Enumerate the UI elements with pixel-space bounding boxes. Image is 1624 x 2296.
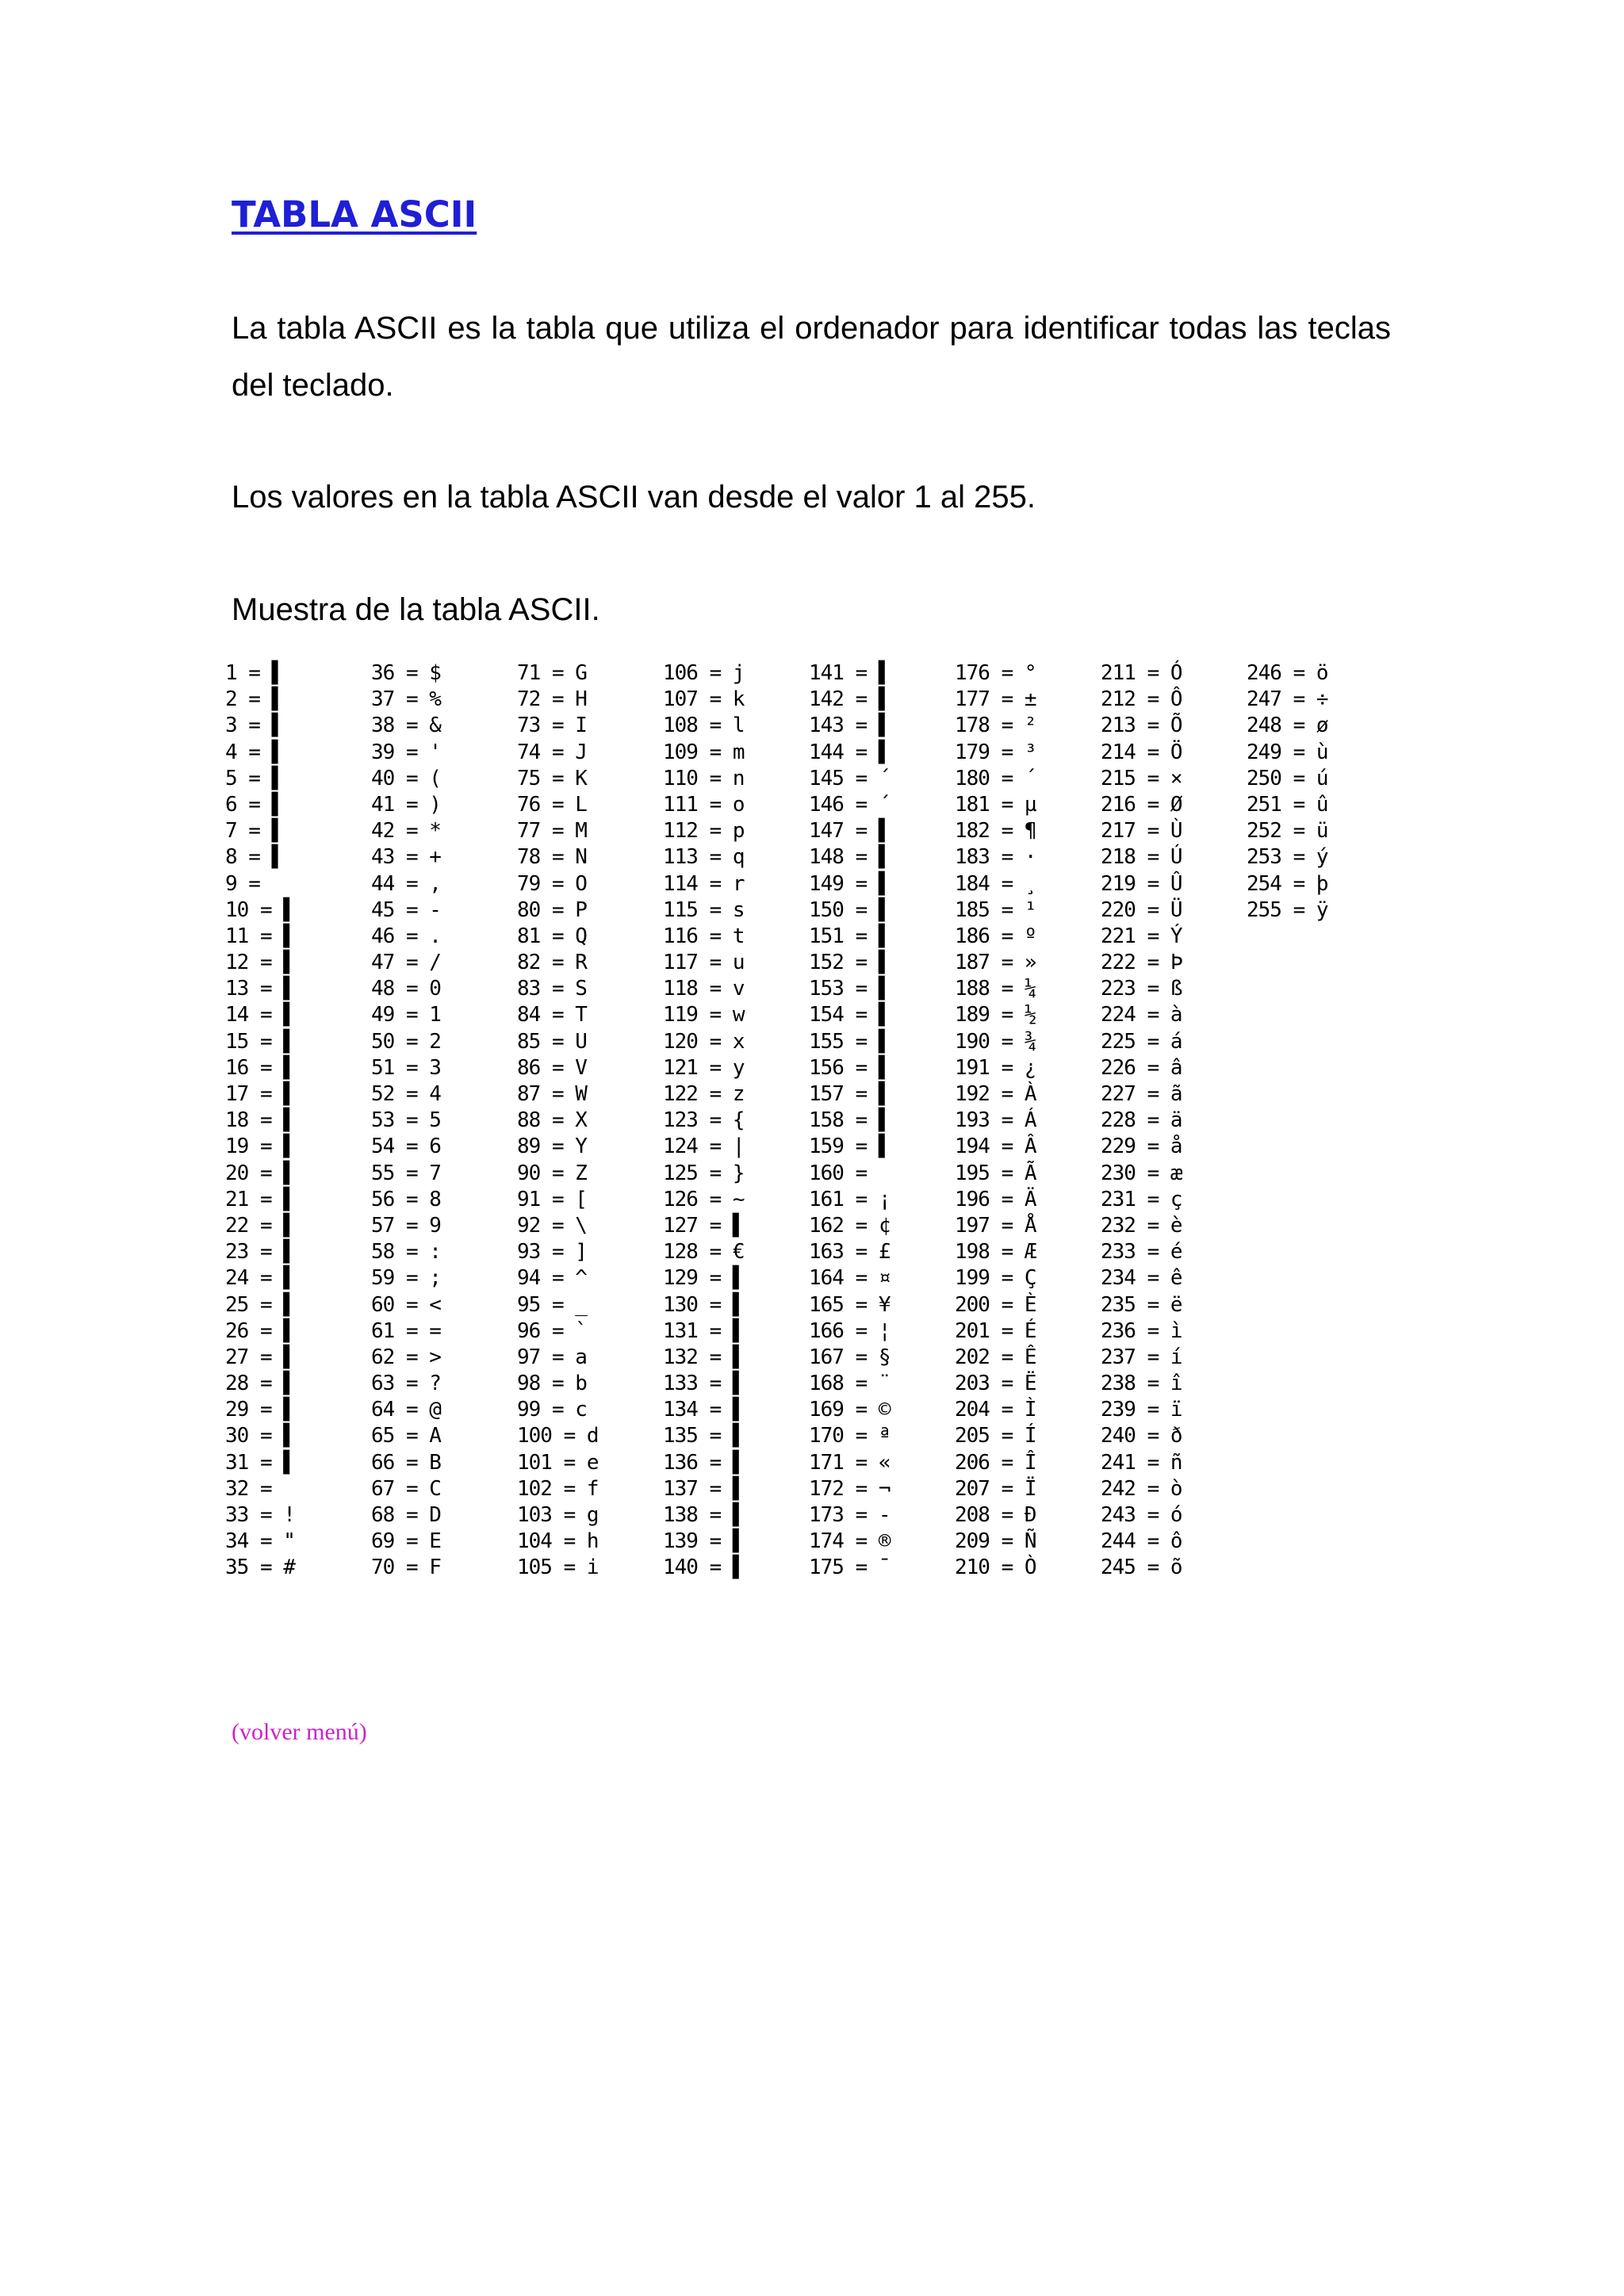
ascii-entry: 172 = ¬	[809, 1476, 891, 1501]
ascii-entry: 74 = J	[517, 740, 587, 764]
ascii-entry: 217 = Ù	[1101, 819, 1182, 844]
ascii-entry: 72 = H	[517, 687, 587, 712]
ascii-entry: 135 = ▌	[663, 1424, 745, 1448]
ascii-entry: 211 = Ó	[1101, 661, 1182, 685]
ascii-entry: 76 = L	[517, 792, 587, 817]
ascii-entry: 102 = f	[517, 1476, 599, 1501]
ascii-entry: 156 = ▌	[809, 1055, 891, 1080]
ascii-entry: 238 = î	[1101, 1372, 1182, 1396]
ascii-entry: 138 = ▌	[663, 1503, 745, 1527]
ascii-entry: 226 = â	[1101, 1055, 1182, 1080]
ascii-entry: 110 = n	[663, 766, 745, 790]
ascii-entry: 84 = T	[517, 1003, 587, 1027]
ascii-entry: 243 = ó	[1101, 1503, 1182, 1527]
ascii-entry: 146 = ´	[809, 792, 891, 817]
ascii-entry: 15 = ▌	[225, 1029, 295, 1054]
ascii-entry: 123 = {	[663, 1108, 745, 1133]
ascii-entry: 225 = á	[1101, 1029, 1182, 1054]
ascii-entry: 207 = Ï	[955, 1476, 1036, 1501]
ascii-entry: 2 = ▌	[225, 687, 284, 712]
ascii-entry: 216 = Ø	[1101, 792, 1182, 817]
ascii-entry: 215 = ×	[1101, 766, 1182, 790]
ascii-entry: 179 = ³	[955, 740, 1036, 764]
ascii-entry: 178 = ²	[955, 714, 1036, 738]
ascii-entry: 182 = ¶	[955, 819, 1036, 844]
ascii-entry: 220 = Ü	[1101, 897, 1182, 922]
ascii-entry: 90 = Z	[517, 1161, 587, 1185]
ascii-entry: 52 = 4	[371, 1082, 441, 1106]
ascii-entry: 78 = N	[517, 845, 587, 870]
ascii-entry: 175 = ¯	[809, 1556, 891, 1580]
ascii-entry: 245 = õ	[1101, 1556, 1182, 1580]
ascii-entry: 169 = ©	[809, 1398, 891, 1422]
ascii-entry: 162 = ¢	[809, 1213, 891, 1238]
ascii-column	[1247, 660, 1389, 924]
ascii-entry: 126 = ~	[663, 1187, 745, 1211]
ascii-entry: 61 = =	[371, 1318, 441, 1343]
ascii-entry: 142 = ▌	[809, 687, 891, 712]
ascii-entry: 83 = S	[517, 977, 587, 1001]
ascii-entry: 221 = Ý	[1101, 924, 1182, 948]
ascii-entry: 4 = ▌	[225, 740, 284, 764]
ascii-entry: 214 = Ö	[1101, 740, 1182, 764]
ascii-entry: 88 = X	[517, 1108, 587, 1133]
ascii-entry: 11 = ▌	[225, 924, 295, 948]
ascii-entry: 58 = :	[371, 1240, 441, 1265]
ascii-entry: 231 = ç	[1101, 1187, 1182, 1211]
ascii-entry: 244 = ô	[1101, 1529, 1182, 1554]
ascii-entry: 116 = t	[663, 924, 745, 948]
ascii-entry: 50 = 2	[371, 1029, 441, 1054]
ascii-entry: 205 = Í	[955, 1424, 1036, 1448]
ascii-entry: 92 = \	[517, 1213, 587, 1238]
ascii-entry: 222 = Þ	[1101, 951, 1182, 975]
ascii-entry: 196 = Ä	[955, 1187, 1036, 1211]
ascii-entry: 160 =	[809, 1161, 868, 1185]
ascii-entry: 93 = ]	[517, 1240, 587, 1265]
ascii-entry: 54 = 6	[371, 1135, 441, 1159]
ascii-entry: 101 = e	[517, 1450, 599, 1475]
ascii-entry: 246 = ö	[1247, 661, 1328, 685]
sample-heading: Muestra de la tabla ASCII.	[232, 592, 600, 627]
ascii-entry: 230 = æ	[1101, 1161, 1182, 1185]
ascii-entry: 26 = ▌	[225, 1318, 295, 1343]
ascii-entry: 136 = ▌	[663, 1450, 745, 1475]
intro-paragraph: La tabla ASCII es la tabla que utiliza el ordenador para identificar todas las teclas del teclado.	[232, 311, 1391, 403]
ascii-entry: 127 = ▌	[663, 1213, 745, 1238]
ascii-entry: 115 = s	[663, 897, 745, 922]
ascii-entry: 227 = ã	[1101, 1082, 1182, 1106]
ascii-entry: 99 = c	[517, 1398, 587, 1422]
ascii-entry: 193 = Á	[955, 1108, 1036, 1133]
ascii-entry: 33 = !	[225, 1503, 295, 1527]
ascii-entry: 204 = Ì	[955, 1398, 1036, 1422]
ascii-entry: 79 = O	[517, 871, 587, 896]
ascii-entry: 71 = G	[517, 661, 587, 685]
ascii-entry: 237 = í	[1101, 1345, 1182, 1369]
ascii-entry: 186 = º	[955, 924, 1036, 948]
ascii-entry: 91 = [	[517, 1187, 587, 1211]
ascii-entry: 124 = |	[663, 1135, 745, 1159]
ascii-entry: 163 = £	[809, 1240, 891, 1265]
ascii-entry: 147 = ▌	[809, 819, 891, 844]
ascii-entry: 133 = ▌	[663, 1372, 745, 1396]
ascii-entry: 150 = ▌	[809, 897, 891, 922]
ascii-entry: 30 = ▌	[225, 1424, 295, 1448]
ascii-entry: 201 = É	[955, 1318, 1036, 1343]
ascii-entry: 148 = ▌	[809, 845, 891, 870]
ascii-entry: 252 = ü	[1247, 819, 1328, 844]
ascii-entry: 233 = é	[1101, 1240, 1182, 1265]
ascii-entry: 195 = Ã	[955, 1161, 1036, 1185]
ascii-entry: 8 = ▌	[225, 845, 284, 870]
ascii-entry: 41 = )	[371, 792, 441, 817]
ascii-entry: 59 = ;	[371, 1266, 441, 1291]
ascii-entry: 218 = Ú	[1101, 845, 1182, 870]
ascii-entry: 31 = ▌	[225, 1450, 295, 1475]
ascii-entry: 167 = §	[809, 1345, 891, 1369]
ascii-entry: 89 = Y	[517, 1135, 587, 1159]
ascii-entry: 185 = ¹	[955, 897, 1036, 922]
ascii-entry: 23 = ▌	[225, 1240, 295, 1265]
ascii-entry: 170 = ª	[809, 1424, 891, 1448]
ascii-column	[517, 660, 660, 1582]
ascii-entry: 16 = ▌	[225, 1055, 295, 1080]
ascii-entry: 63 = ?	[371, 1372, 441, 1396]
ascii-entry: 44 = ,	[371, 871, 441, 896]
ascii-entry: 62 = >	[371, 1345, 441, 1369]
ascii-entry: 73 = I	[517, 714, 587, 738]
ascii-entry: 65 = A	[371, 1424, 441, 1448]
ascii-entry: 55 = 7	[371, 1161, 441, 1185]
ascii-entry: 125 = }	[663, 1161, 745, 1185]
ascii-entry: 235 = ë	[1101, 1292, 1182, 1317]
ascii-entry: 130 = ▌	[663, 1292, 745, 1317]
ascii-entry: 86 = V	[517, 1055, 587, 1080]
ascii-entry: 164 = ¤	[809, 1266, 891, 1291]
ascii-entry: 10 = ▌	[225, 897, 295, 922]
ascii-entry: 200 = È	[955, 1292, 1036, 1317]
ascii-entry: 82 = R	[517, 951, 587, 975]
ascii-entry: 165 = ¥	[809, 1292, 891, 1317]
ascii-entry: 98 = b	[517, 1372, 587, 1396]
ascii-entry: 131 = ▌	[663, 1318, 745, 1343]
ascii-entry: 39 = '	[371, 740, 441, 764]
ascii-entry: 103 = g	[517, 1503, 599, 1527]
ascii-entry: 48 = 0	[371, 977, 441, 1001]
ascii-entry: 29 = ▌	[225, 1398, 295, 1422]
ascii-entry: 143 = ▌	[809, 714, 891, 738]
ascii-entry: 69 = E	[371, 1529, 441, 1554]
ascii-entry: 241 = ñ	[1101, 1450, 1182, 1475]
ascii-column	[809, 660, 952, 1582]
ascii-entry: 240 = ð	[1101, 1424, 1182, 1448]
ascii-entry: 97 = a	[517, 1345, 587, 1369]
ascii-entry: 184 = ¸	[955, 871, 1036, 896]
ascii-entry: 174 = ®	[809, 1529, 891, 1554]
ascii-entry: 128 = €	[663, 1240, 745, 1265]
ascii-entry: 28 = ▌	[225, 1372, 295, 1396]
ascii-entry: 247 = ÷	[1247, 687, 1328, 712]
ascii-entry: 42 = *	[371, 819, 441, 844]
ascii-entry: 114 = r	[663, 871, 745, 896]
ascii-entry: 122 = z	[663, 1082, 745, 1106]
ascii-entry: 168 = ¨	[809, 1372, 891, 1396]
range-paragraph: Los valores en la tabla ASCII van desde el valor 1 al 255.	[232, 480, 1036, 515]
ascii-entry: 253 = ý	[1247, 845, 1328, 870]
ascii-entry: 45 = -	[371, 897, 441, 922]
ascii-entry: 21 = ▌	[225, 1187, 295, 1211]
ascii-entry: 239 = ï	[1101, 1398, 1182, 1422]
ascii-entry: 151 = ▌	[809, 924, 891, 948]
ascii-entry: 192 = À	[955, 1082, 1036, 1106]
ascii-entry: 17 = ▌	[225, 1082, 295, 1106]
ascii-entry: 121 = y	[663, 1055, 745, 1080]
ascii-entry: 12 = ▌	[225, 951, 295, 975]
ascii-entry: 166 = ¦	[809, 1318, 891, 1343]
ascii-entry: 5 = ▌	[225, 766, 284, 790]
ascii-entry: 37 = %	[371, 687, 441, 712]
ascii-entry: 209 = Ñ	[955, 1529, 1036, 1554]
ascii-entry: 77 = M	[517, 819, 587, 844]
ascii-column	[1101, 660, 1243, 1582]
ascii-entry: 64 = @	[371, 1398, 441, 1422]
ascii-entry: 180 = ´	[955, 766, 1036, 790]
ascii-entry: 187 = »	[955, 951, 1036, 975]
ascii-entry: 191 = ¿	[955, 1055, 1036, 1080]
ascii-entry: 210 = Ò	[955, 1556, 1036, 1580]
ascii-entry: 68 = D	[371, 1503, 441, 1527]
ascii-entry: 109 = m	[663, 740, 745, 764]
ascii-entry: 66 = B	[371, 1450, 441, 1475]
ascii-entry: 96 = `	[517, 1318, 587, 1343]
ascii-entry: 171 = «	[809, 1450, 891, 1475]
ascii-entry: 75 = K	[517, 766, 587, 790]
ascii-entry: 25 = ▌	[225, 1292, 295, 1317]
page-title[interactable]: TABLA ASCII	[232, 193, 477, 235]
ascii-entry: 149 = ▌	[809, 871, 891, 896]
ascii-entry: 19 = ▌	[225, 1135, 295, 1159]
ascii-entry: 224 = à	[1101, 1003, 1182, 1027]
ascii-entry: 157 = ▌	[809, 1082, 891, 1106]
ascii-entry: 144 = ▌	[809, 740, 891, 764]
ascii-entry: 53 = 5	[371, 1108, 441, 1133]
ascii-entry: 85 = U	[517, 1029, 587, 1054]
ascii-entry: 137 = ▌	[663, 1476, 745, 1501]
ascii-entry: 158 = ▌	[809, 1108, 891, 1133]
ascii-column	[371, 660, 514, 1582]
ascii-entry: 35 = #	[225, 1556, 295, 1580]
ascii-entry: 236 = ì	[1101, 1318, 1182, 1343]
ascii-entry: 159 = ▌	[809, 1135, 891, 1159]
ascii-entry: 117 = u	[663, 951, 745, 975]
ascii-entry: 188 = ¼	[955, 977, 1036, 1001]
ascii-entry: 120 = x	[663, 1029, 745, 1054]
ascii-entry: 118 = v	[663, 977, 745, 1001]
ascii-entry: 67 = C	[371, 1476, 441, 1501]
ascii-entry: 228 = ä	[1101, 1108, 1182, 1133]
ascii-entry: 24 = ▌	[225, 1266, 295, 1291]
ascii-entry: 14 = ▌	[225, 1003, 295, 1027]
ascii-entry: 223 = ß	[1101, 977, 1182, 1001]
ascii-entry: 140 = ▌	[663, 1556, 745, 1580]
ascii-entry: 139 = ▌	[663, 1529, 745, 1554]
ascii-entry: 232 = è	[1101, 1213, 1182, 1238]
ascii-entry: 203 = Ë	[955, 1372, 1036, 1396]
ascii-entry: 145 = ´	[809, 766, 891, 790]
ascii-entry: 49 = 1	[371, 1003, 441, 1027]
ascii-entry: 141 = ▌	[809, 661, 891, 685]
ascii-entry: 173 = -	[809, 1503, 891, 1527]
ascii-entry: 13 = ▌	[225, 977, 295, 1001]
ascii-entry: 194 = Â	[955, 1135, 1036, 1159]
ascii-entry: 47 = /	[371, 951, 441, 975]
ascii-entry: 155 = ▌	[809, 1029, 891, 1054]
ascii-entry: 40 = (	[371, 766, 441, 790]
ascii-entry: 219 = Û	[1101, 871, 1182, 896]
ascii-entry: 107 = k	[663, 687, 745, 712]
ascii-entry: 104 = h	[517, 1529, 599, 1554]
ascii-entry: 161 = ¡	[809, 1187, 891, 1211]
ascii-entry: 34 = "	[225, 1529, 295, 1554]
ascii-entry: 36 = $	[371, 661, 441, 685]
ascii-entry: 249 = ù	[1247, 740, 1328, 764]
ascii-entry: 95 = _	[517, 1292, 587, 1317]
ascii-entry: 181 = µ	[955, 792, 1036, 817]
ascii-entry: 6 = ▌	[225, 792, 284, 817]
ascii-entry: 20 = ▌	[225, 1161, 295, 1185]
ascii-entry: 100 = d	[517, 1424, 599, 1448]
ascii-entry: 105 = i	[517, 1556, 599, 1580]
ascii-entry: 32 =	[225, 1476, 272, 1501]
ascii-entry: 255 = ÿ	[1247, 897, 1328, 922]
ascii-entry: 70 = F	[371, 1556, 441, 1580]
ascii-entry: 153 = ▌	[809, 977, 891, 1001]
ascii-entry: 183 = ·	[955, 845, 1036, 870]
ascii-entry: 3 = ▌	[225, 714, 284, 738]
ascii-entry: 248 = ø	[1247, 714, 1328, 738]
ascii-entry: 199 = Ç	[955, 1266, 1036, 1291]
ascii-column	[663, 660, 806, 1582]
ascii-entry: 206 = Î	[955, 1450, 1036, 1475]
ascii-entry: 250 = ú	[1247, 766, 1328, 790]
ascii-entry: 113 = q	[663, 845, 745, 870]
ascii-entry: 251 = û	[1247, 792, 1328, 817]
ascii-entry: 198 = Æ	[955, 1240, 1036, 1265]
ascii-entry: 60 = <	[371, 1292, 441, 1317]
ascii-entry: 112 = p	[663, 819, 745, 844]
ascii-entry: 190 = ¾	[955, 1029, 1036, 1054]
ascii-entry: 134 = ▌	[663, 1398, 745, 1422]
ascii-entry: 56 = 8	[371, 1187, 441, 1211]
ascii-entry: 22 = ▌	[225, 1213, 295, 1238]
ascii-entry: 234 = ê	[1101, 1266, 1182, 1291]
ascii-entry: 254 = þ	[1247, 871, 1328, 896]
ascii-entry: 212 = Ô	[1101, 687, 1182, 712]
back-to-menu-link[interactable]: (volver menú)	[232, 1719, 367, 1745]
ascii-entry: 176 = °	[955, 661, 1036, 685]
ascii-entry: 9 =	[225, 871, 260, 896]
ascii-entry: 213 = Õ	[1101, 714, 1182, 738]
ascii-entry: 87 = W	[517, 1082, 587, 1106]
ascii-entry: 189 = ½	[955, 1003, 1036, 1027]
ascii-entry: 94 = ^	[517, 1266, 587, 1291]
ascii-column	[955, 660, 1097, 1582]
ascii-entry: 27 = ▌	[225, 1345, 295, 1369]
ascii-entry: 38 = &	[371, 714, 441, 738]
ascii-entry: 1 = ▌	[225, 661, 284, 685]
ascii-entry: 80 = P	[517, 897, 587, 922]
ascii-entry: 242 = ò	[1101, 1476, 1182, 1501]
ascii-entry: 229 = å	[1101, 1135, 1182, 1159]
ascii-entry: 177 = ±	[955, 687, 1036, 712]
ascii-entry: 208 = Ð	[955, 1503, 1036, 1527]
ascii-entry: 119 = w	[663, 1003, 745, 1027]
ascii-entry: 197 = Å	[955, 1213, 1036, 1238]
ascii-column	[225, 660, 368, 1582]
ascii-entry: 154 = ▌	[809, 1003, 891, 1027]
ascii-entry: 152 = ▌	[809, 951, 891, 975]
ascii-entry: 111 = o	[663, 792, 745, 817]
ascii-entry: 202 = Ê	[955, 1345, 1036, 1369]
ascii-entry: 132 = ▌	[663, 1345, 745, 1369]
ascii-entry: 81 = Q	[517, 924, 587, 948]
ascii-entry: 57 = 9	[371, 1213, 441, 1238]
ascii-entry: 46 = .	[371, 924, 441, 948]
ascii-entry: 106 = j	[663, 661, 745, 685]
ascii-entry: 129 = ▌	[663, 1266, 745, 1291]
ascii-entry: 7 = ▌	[225, 819, 284, 844]
ascii-entry: 43 = +	[371, 845, 441, 870]
ascii-entry: 51 = 3	[371, 1055, 441, 1080]
ascii-entry: 18 = ▌	[225, 1108, 295, 1133]
ascii-entry: 108 = l	[663, 714, 745, 738]
